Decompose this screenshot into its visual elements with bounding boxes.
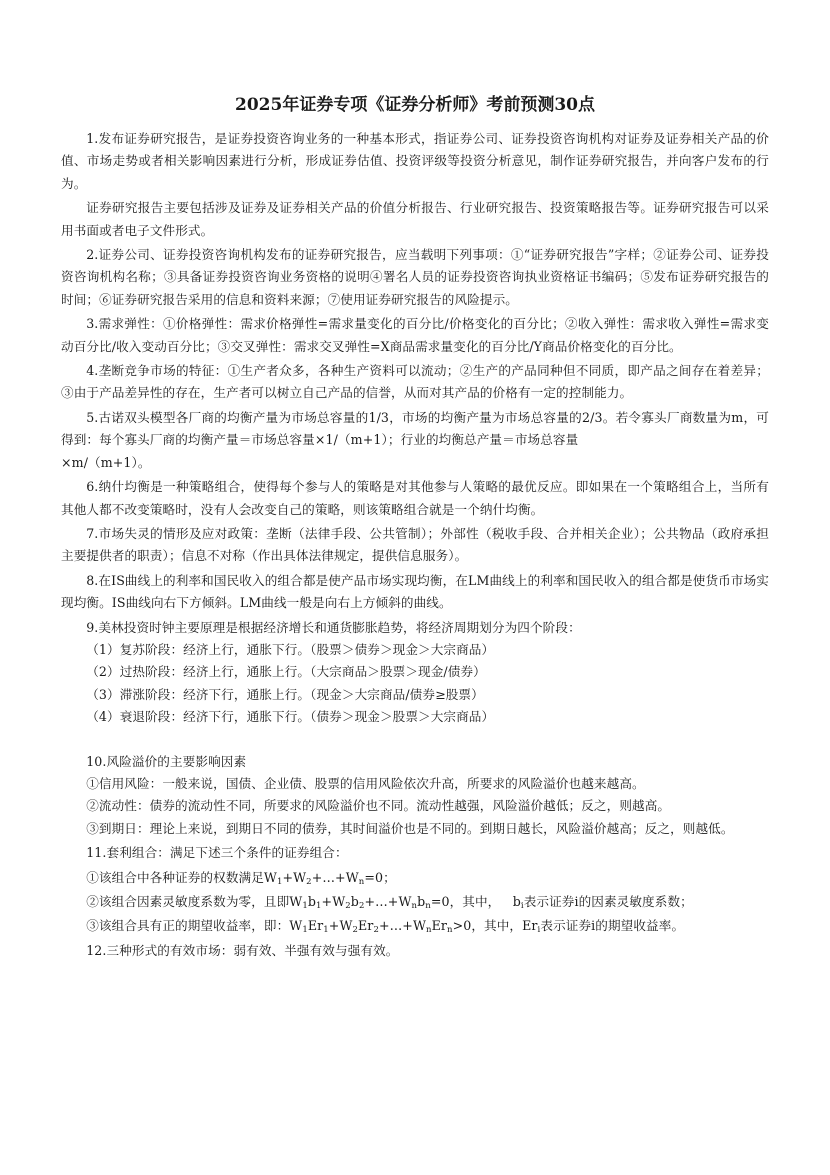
point-1: 1.发布证券研究报告，是证券投资咨询业务的一种基本形式，指证券公司、证券投资咨询机构对证券及证券相关产品的价值、市场走势或者相关影响因素进行分析，形成证券估值、投资评级等投资分析意见，制作证券研究报告，并向客户发布的行为。	[61, 131, 769, 191]
condition-1-formula: $W_1+W_2+\dots+W_n=0$；	[263, 869, 396, 887]
point-9-item: （3）滞涨阶段：经济下行，通胀上行。（现金＞大宗商品/债券≥股票）	[86, 686, 484, 702]
point-10: 10.风险溢价的主要影响因素	[86, 753, 247, 769]
point-3: 3.需求弹性：①价格弹性：需求价格弹性=需求量变化的百分比/价格变化的百分比；②收入弹性：需求收入弹性=需求变动百分比/收入变动百分比；③交叉弹性：需求交叉弹性=X商品需求量变化的百分比/Y商品价格变化的百分比。	[61, 316, 769, 354]
point-8: 8.在IS曲线上的利率和国民收入的组合都是使产品市场实现均衡，在LM曲线上的利率和国民收入的组合都是使货币市场实现均衡。IS曲线向右下方倾斜。LM曲线一般是向右上方倾斜的曲线。	[61, 572, 769, 611]
point-9-item: （4）衰退阶段：经济下行，通胀下行。（债券＞现金＞股票＞大宗商品）	[86, 709, 495, 725]
point-12: 12.三种形式的有效市场：弱有效、半强有效与强有效。	[86, 942, 399, 958]
document-body	[61, 128, 769, 962]
point-1-note: 证券研究报告主要包括涉及证券及证券相关产品的价值分析报告、行业研究报告、投资策略报告等。证券研究报告可以采用书面或者电子文件形式。	[61, 200, 769, 238]
document-title: 2025年证券专项《证券分析师》考前预测30点	[235, 95, 595, 115]
point-11: 11.套利组合：满足下述三个条件的证券组合：	[86, 845, 348, 861]
point-11-condition-1	[61, 867, 769, 889]
condition-1-text: ①该组合中各种证券的权数满足	[86, 869, 264, 885]
point-2: 2.证券公司、证券投资咨询机构发布的证券研究报告，应当载明下列事项：①“证券研究报告”字样；②证券公司、证券投资咨询机构名称；③具备证券投资咨询业务资格的说明④署名人员的证券投资咨询执业资格证书编码；⑤发布证券研究报告的时间；⑥证券研究报告采用的信息和资料来源；⑦使用证券研究报告的风险提示。	[61, 247, 769, 307]
point-7: 7.市场失灵的情形及应对政策：垄断（法律手段、公共管制）；外部性（税收手段、合并相关企业）；公共物品（政府承担主要提供者的职责）；信息不对称（作出具体法律规定，提供信息服务）。	[61, 525, 769, 564]
condition-2-text: ②该组合因素灵敏度系数为零，且即	[86, 894, 290, 909]
point-11-condition-2	[61, 891, 769, 913]
condition-2-note: $b_i$表示证券i的因素灵敏度系数；	[512, 894, 693, 911]
point-9-item: （1）复苏阶段：经济上行，通胀下行。（股票＞债券＞现金＞大宗商品）	[86, 641, 495, 657]
condition-2-formula: $W_1b_1+W_2b_2+\dots+W_nb_n=0$，其中，	[289, 894, 501, 911]
point-11-condition-3	[61, 915, 769, 937]
point-9-item: （2）过热阶段：经济上行，通胀上行。（大宗商品＞股票＞现金/债券）	[86, 664, 486, 680]
point-6: 6.纳什均衡是一种策略组合，使得每个参与人的策略是对其他参与人策略的最优反应。即如果在一个策略组合上，当所有其他人都不改变策略时，没有人会改变自己的策略，则该策略组合就是一个纳什均衡。	[61, 479, 769, 517]
condition-3-text: ③该组合具有正的期望收益率，即：	[86, 918, 290, 934]
point-5-continued: ×m/（m+1）。	[61, 454, 151, 470]
point-10-item: ①信用风险：一般来说，国债、企业债、股票的信用风险依次升高，所要求的风险溢价也越来越高。	[86, 775, 645, 791]
point-10-item: ②流动性：债券的流动性不同，所要求的风险溢价也不同。流动性越强，风险溢价越低；反之，则越高。	[86, 798, 671, 814]
condition-3-formula: $W_1Er_1+W_2Er_2+\dots+W_nEr_n>0$，其中，$Er_i$表示证券i的期望收益率。	[289, 918, 685, 936]
blank-line	[61, 729, 769, 751]
point-10-item: ③到期日：理论上来说，到期日不同的债券，其时间溢价也是不同的。到期日越长，风险溢价越高；反之，则越低。	[86, 820, 734, 836]
point-9: 9.美林投资时钟主要原理是根据经济增长和通货膨胀趋势，将经济周期划分为四个阶段：	[86, 619, 581, 635]
point-5: 5.古诺双头模型各厂商的均衡产量为市场总容量的1/3，市场的均衡产量为市场总容量的2/3。若令寡头厂商数量为m，可得到：每个寡头厂商的均衡产量＝市场总容量×1/（m+1）；行业的均衡总产量＝市场总容量	[61, 409, 769, 448]
point-4: 4.垄断竞争市场的特征：①生产者众多，各种生产资料可以流动；②生产的产品同种但不同质，即产品之间存在着差异；③由于产品差异性的存在，生产者可以树立自己产品的信誉，从而对其产品的价格有一定的控制能力。	[61, 363, 769, 401]
